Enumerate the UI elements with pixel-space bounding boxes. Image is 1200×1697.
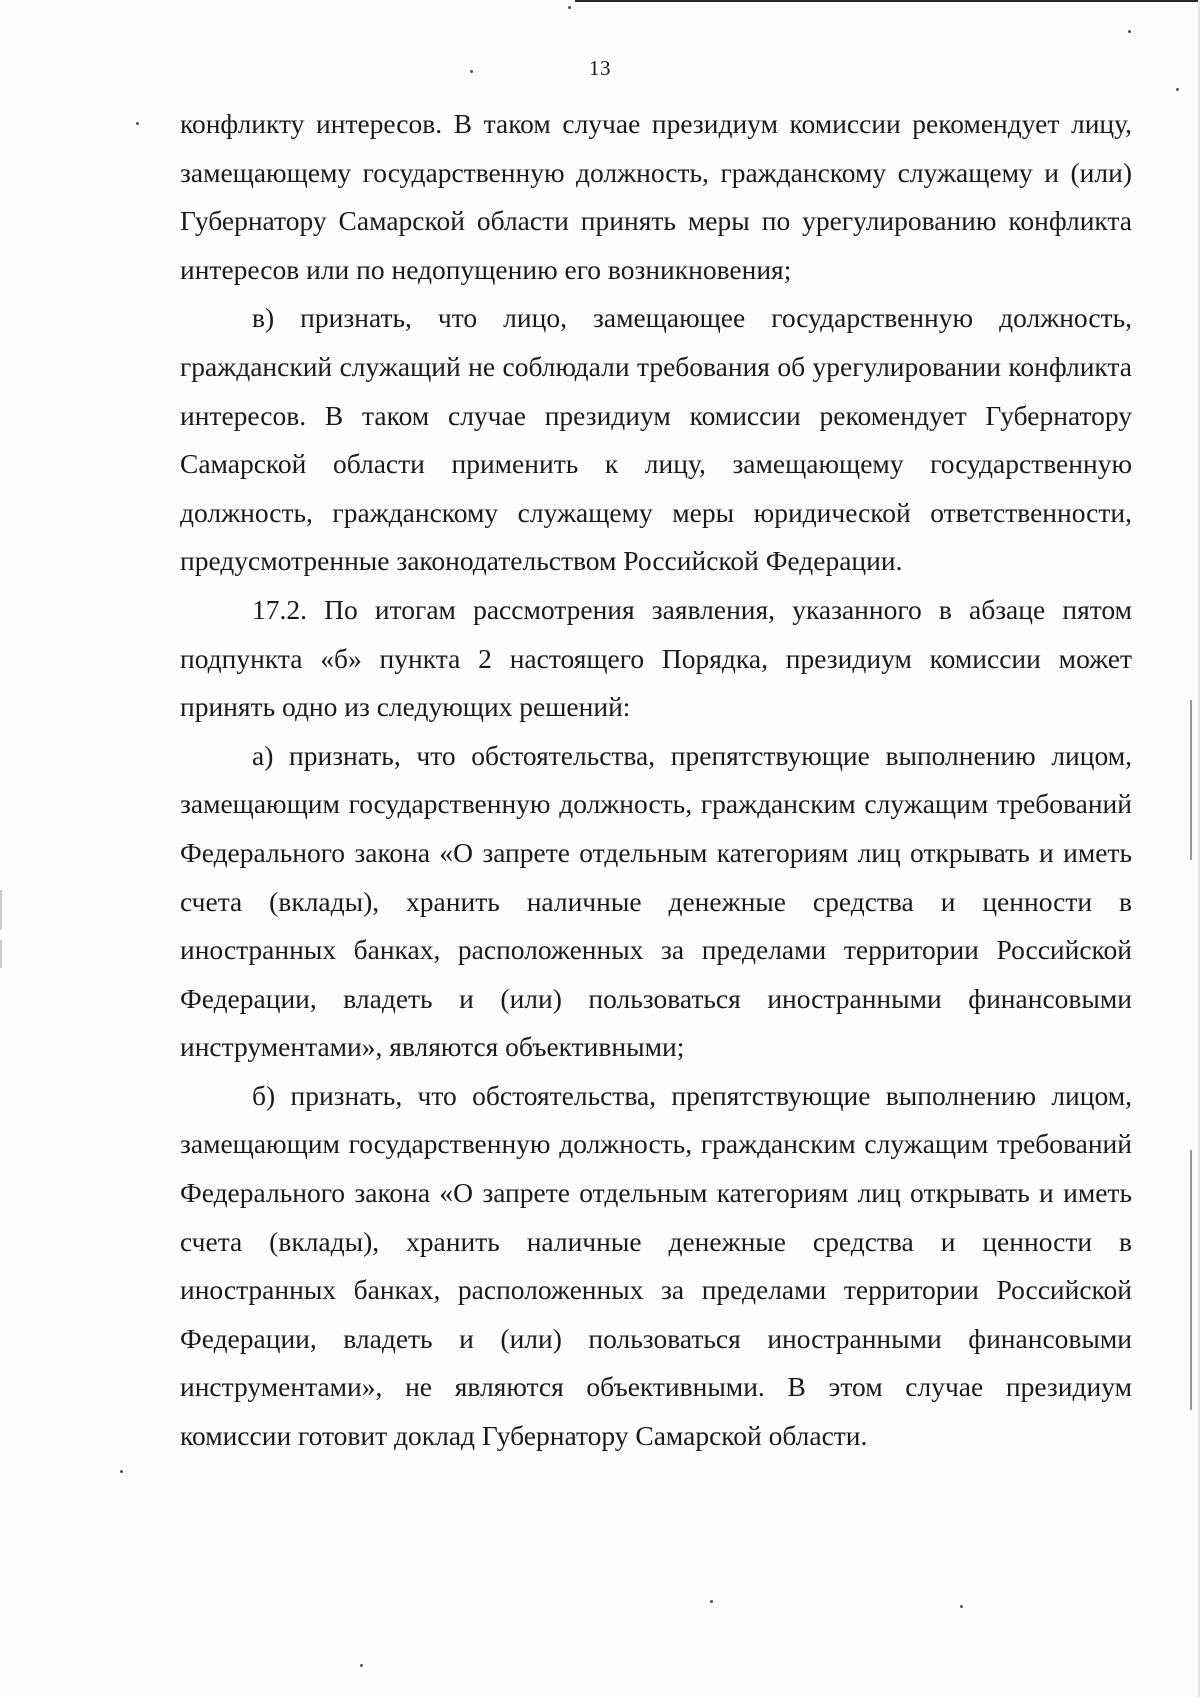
page-number: 13 [589,56,611,80]
paragraph: б) признать, что обстоятельства, препятствующие выполнению лицом, замещающим государственную должность, гражданским служащим требований Федерального закона «О запрете отдельным категориям лиц открывать и иметь счета (вклады), хранить наличные денежные средства и ценности в иностранных банках, расположенных за пределами территории Российской Федерации, владеть и (или) пользоваться иностранными финансовыми инструментами», не являются объективными. В этом случае президиум комиссии готовит доклад Губернатору Самарской области. [180,1079,1132,1452]
scan-speck [120,1470,123,1473]
document-body [180,100,1132,1461]
scan-speck [960,1605,963,1608]
paragraph: 17.2. По итогам рассмотрения заявления, указанного в абзаце пятом подпункта «б» пункта 2 настоящего Порядка, президиум комиссии может принять одно из следующих решений: [180,593,1132,723]
scan-top-rule [575,0,1200,2]
paragraph: а) признать, что обстоятельства, препятствующие выполнению лицом, замещающим государственную должность, гражданским служащим требований Федерального закона «О запрете отдельным категориям лиц открывать и иметь счета (вклады), хранить наличные денежные средства и ценности в иностранных банках, расположенных за пределами территории Российской Федерации, владеть и (или) пользоваться иностранными финансовыми инструментами», являются объективными; [180,739,1132,1063]
scan-left-mark [0,940,2,968]
scan-left-mark [0,890,2,930]
scan-speck [568,6,571,9]
scan-speck [136,122,139,125]
scan-edge-mark [1190,1150,1192,1410]
paragraph: конфликту интересов. В таком случае президиум комиссии рекомендует лицу, замещающему государственную должность, гражданскому служащему и (или) Губернатору Самарской области принять меры по урегулированию конфликта интересов или по недопущению его возникновения; [180,108,1132,285]
scan-speck [1128,30,1131,33]
scan-speck [1176,88,1179,91]
paragraph: в) признать, что лицо, замещающее государственную должность, гражданский служащий не соблюдали требования об урегулировании конфликта интересов. В таком случае президиум комиссии рекомендует Губернатору Самарской области применить к лицу, замещающему государственную должность, гражданскому служащему меры юридической ответственности, предусмотренные законодательством Российской Федерации. [180,302,1132,577]
scan-speck [360,1664,363,1667]
scan-speck [710,1600,713,1603]
scan-edge-mark [1190,700,1192,860]
